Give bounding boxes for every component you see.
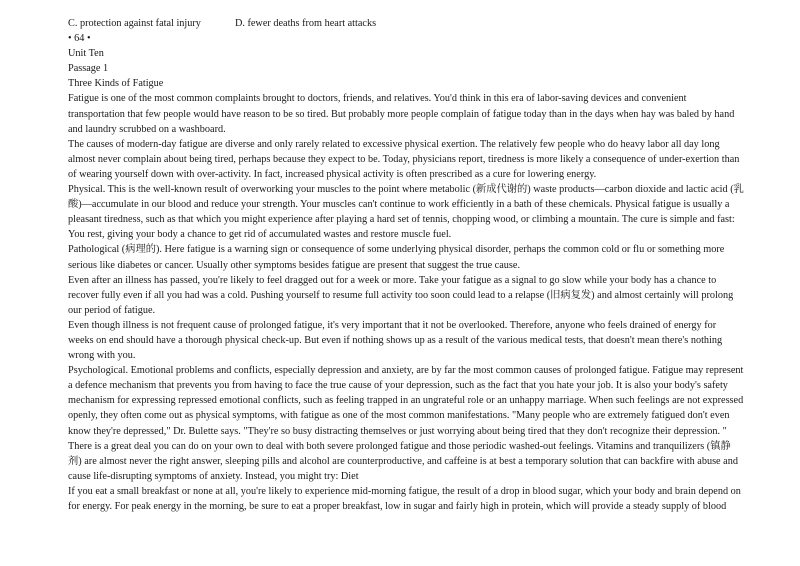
paragraph: Even after an illness has passed, you're likely to feel dragged out for a week or more. Take your fatigue as a signal to go slow while your body has a chance to recover fully even if all you had was a cold. Pushing yourself to resume full activity too soon could lead to a relapse (旧病复发) and almost certainly will prolong our period of fatigue. [68, 274, 734, 316]
passage-heading: Passage 1 [68, 63, 109, 75]
unit-heading: Unit Ten [68, 48, 104, 60]
option-c: C. protection against fatal injury [68, 18, 201, 29]
paragraph: The causes of modern-day fatigue are diverse and only rarely related to excessive physical exertion. The relatively few people who do heavy labor all day long almost never complain about being tired, perhaps because they expect to be. Today, physicians report, tiredness is more likely a consequence of under-exertion than of wearing yourself down with over-activity. In fact, increased physical activity is often prescribed as a cure for lowering energy. [68, 138, 740, 180]
paragraph: Physical. This is the well-known result of overworking your muscles to the point where metabolic (新成代谢的) waste products—carbon dioxide and lactic acid (乳酸)—accumulate in our blood and reduce your strength. Your muscles can't continue to work efficiently in a bath of these chemicals. Physical fatigue is usually a pleasant tiredness, such as that which you might experience after playing a hard set of tennis, chopping wood, or climbing a mountain. The cure is simple and fast: You rest, giving your body a chance to get rid of accumulated wastes and restore muscle fuel. [68, 184, 744, 241]
paragraph: Pathological (病理的). Here fatigue is a warning sign or consequence of some underlying physical disorder, perhaps the common cold or flu or something more serious like diabetes or cancer. Usually other symptoms besides fatigue are present that suggest the true cause. [68, 244, 725, 271]
paragraph: If you eat a small breakfast or none at all, you're likely to experience mid-morning fatigue, the result of a drop in blood sugar, which your body and brain depend on for energy. For peak energy in the morning, be sure to eat a proper breakfast, low in sugar and fairly high in protein, which will provide a steady supply of blood [68, 485, 741, 512]
page-number: • 64 • [68, 33, 91, 45]
passage-title: Three Kinds of Fatigue [68, 78, 164, 90]
paragraph: Even though illness is not frequent cause of prolonged fatigue, it's very important that it not be overlooked. Therefore, anyone who feels drained of energy for weeks on end should have a thorough physical check-up. But even if nothing shows up as a result of the various medical tests, that doesn't mean there's nothing wrong with you. [68, 319, 723, 362]
paragraph: There is a great deal you can do on your own to deal with both severe prolonged fatigue and those periodic washed-out feelings. Vitamins and tranquilizers (镇静剂) are almost never the right answer, sleeping pills and alcohol are counterproductive, and caffeine is at best a temporary solution that can backfire with abuse and cause life-disrupting symptoms of anxiety. Instead, you might try: Diet [68, 440, 738, 482]
answer-options [68, 16, 744, 31]
paragraph: Psychological. Emotional problems and conflicts, especially depression and anxiety, are by far the most common causes of prolonged fatigue. Fatigue may represent a defence mechanism that prevents you from having to face the true cause of your depression, such as the fact that you hate your job. It is also your body's safety mechanism for expressing repressed emotional conflicts, such as feeling trapped in an ungrateful role or an unhappy marriage. When such feelings are not expressed openly, they often come out as physical symptoms, with fatigue as one of the most common manifestations. "Many people who are extremely fatigued don't even know they're depressed," Dr. Bulette says. "They're so busy distracting themselves or just worrying about being tired that they don't recognize their depression. " [68, 365, 744, 437]
paragraph: Fatigue is one of the most common complaints brought to doctors, friends, and relatives. You'd think in this era of labor-saving devices and convenient transportation that few people would have reason to be so tired. But probably more people complain of fatigue today than in the days when hay was baled by hand and laundry scrubbed on a washboard. [68, 93, 735, 135]
option-d: D. fewer deaths from heart attacks [234, 18, 377, 29]
document-page [68, 16, 744, 514]
